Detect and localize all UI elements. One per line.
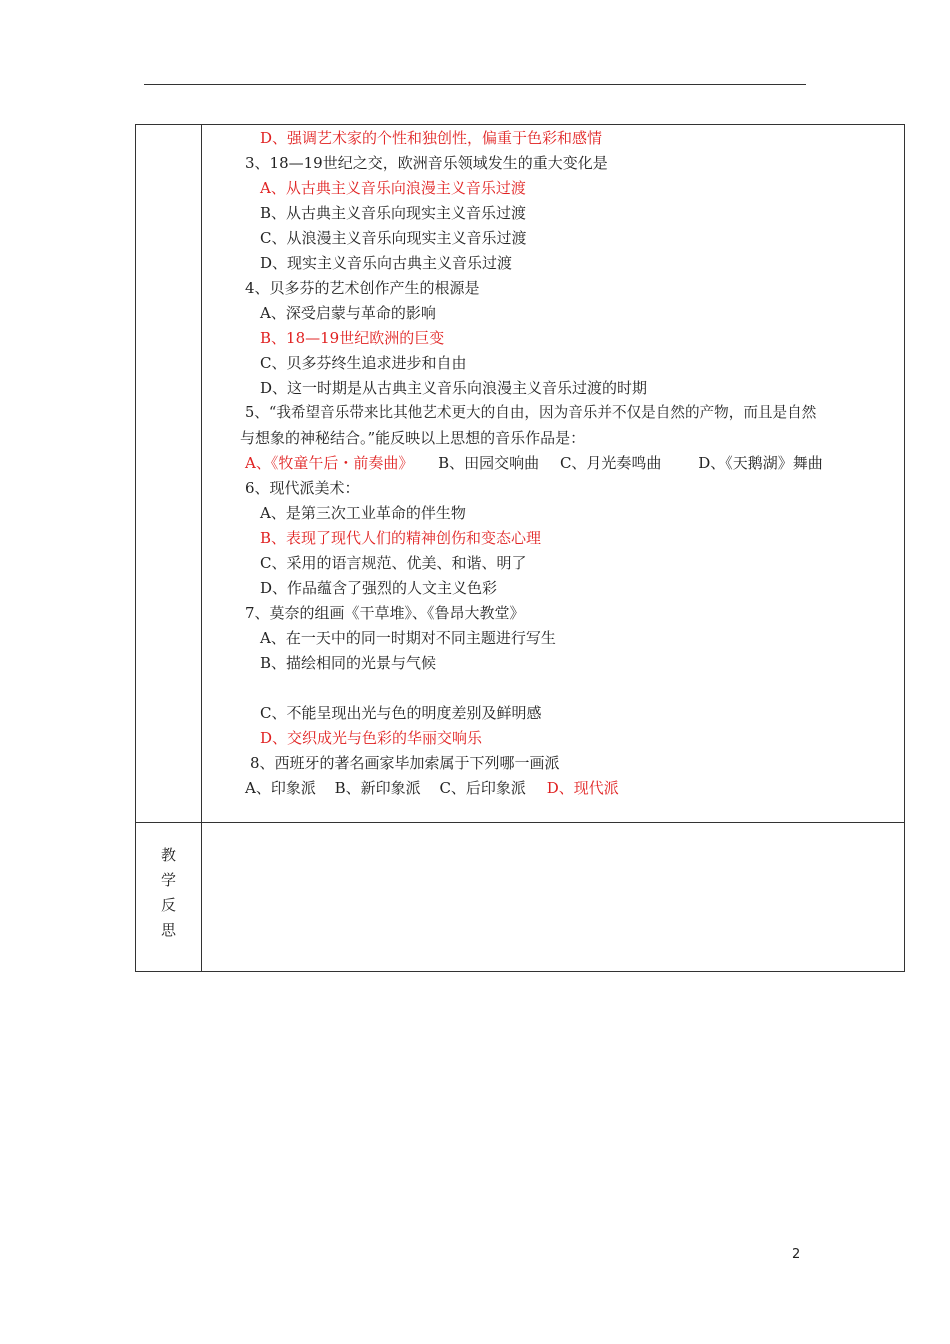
question-5-line-1: 5、“我希望音乐带来比其他艺术更大的自由，因为音乐并不仅是自然的产物，而且是自然 (245, 404, 817, 421)
q4-option-b: B、18—19世纪欧洲的巨变 (260, 329, 445, 347)
q8-options (245, 778, 619, 798)
q2-option-d: D、强调艺术家的个性和独创性，偏重于色彩和感情 (260, 129, 603, 147)
column-divider (201, 125, 202, 971)
q8-option-a: A、印象派 (245, 779, 316, 797)
q5-option-a: A、《牧童午后・前奏曲》 (245, 454, 414, 472)
q7-option-a: A、在一天中的同一时期对不同主题进行写生 (260, 629, 556, 647)
question-4: 4、贝多芬的艺术创作产生的根源是 (245, 279, 480, 297)
reflection-char: 反 (160, 896, 176, 914)
q3-option-c: C、从浪漫主义音乐向现实主义音乐过渡 (260, 229, 527, 247)
q4-option-d: D、这一时期是从古典主义音乐向浪漫主义音乐过渡的时期 (260, 379, 648, 397)
q5-options (245, 453, 823, 473)
q7-option-d: D、交织成光与色彩的华丽交响乐 (260, 729, 483, 747)
q7-option-b: B、描绘相同的光景与气候 (260, 654, 437, 672)
q3-option-b: B、从古典主义音乐向现实主义音乐过渡 (260, 204, 527, 222)
q8-option-d: D、现代派 (546, 779, 619, 797)
q6-option-a: A、是第三次工业革命的伴生物 (260, 504, 466, 522)
page-number: 2 (792, 1247, 801, 1262)
q4-option-a: A、深受启蒙与革命的影响 (260, 304, 436, 322)
q5-option-b: B、田园交响曲 (438, 454, 540, 472)
q3-option-a: A、从古典主义音乐向浪漫主义音乐过渡 (260, 179, 526, 197)
q5-option-d: D、《天鹅湖》舞曲 (698, 454, 823, 472)
q8-option-b: B、新印象派 (334, 779, 421, 797)
question-7: 7、莫奈的组画《干草堆》、《鲁昂大教堂》 (245, 604, 525, 622)
question-5-line-2: 与想象的神秘结合。”能反映以上思想的音乐作品是： (240, 429, 586, 447)
q6-option-d: D、作品蕴含了强烈的人文主义色彩 (260, 579, 498, 597)
teaching-reflection-label (136, 843, 201, 943)
q6-option-c: C、采用的语言规范、优美、和谐、明了 (260, 554, 527, 572)
q7-option-c: C、不能呈现出光与色的明度差别及鲜明感 (260, 704, 542, 722)
q8-option-c: C、后印象派 (439, 779, 526, 797)
question-6: 6、现代派美术： (245, 479, 360, 497)
q3-option-d: D、现实主义音乐向古典主义音乐过渡 (260, 254, 513, 272)
q5-option-c: C、月光奏鸣曲 (559, 454, 662, 472)
reflection-char: 学 (160, 871, 176, 889)
q6-option-b: B、表现了现代人们的精神创伤和变态心理 (260, 529, 542, 547)
question-8: 8、西班牙的著名画家毕加索属于下列哪一画派 (250, 754, 560, 772)
header-rule (144, 84, 806, 85)
q4-option-c: C、贝多芬终生追求进步和自由 (260, 354, 467, 372)
question-3: 3、18—19世纪之交，欧洲音乐领域发生的重大变化是 (245, 154, 608, 172)
row-divider (136, 822, 904, 823)
reflection-char: 思 (160, 921, 176, 939)
lesson-table (135, 124, 905, 972)
reflection-char: 教 (160, 846, 176, 864)
